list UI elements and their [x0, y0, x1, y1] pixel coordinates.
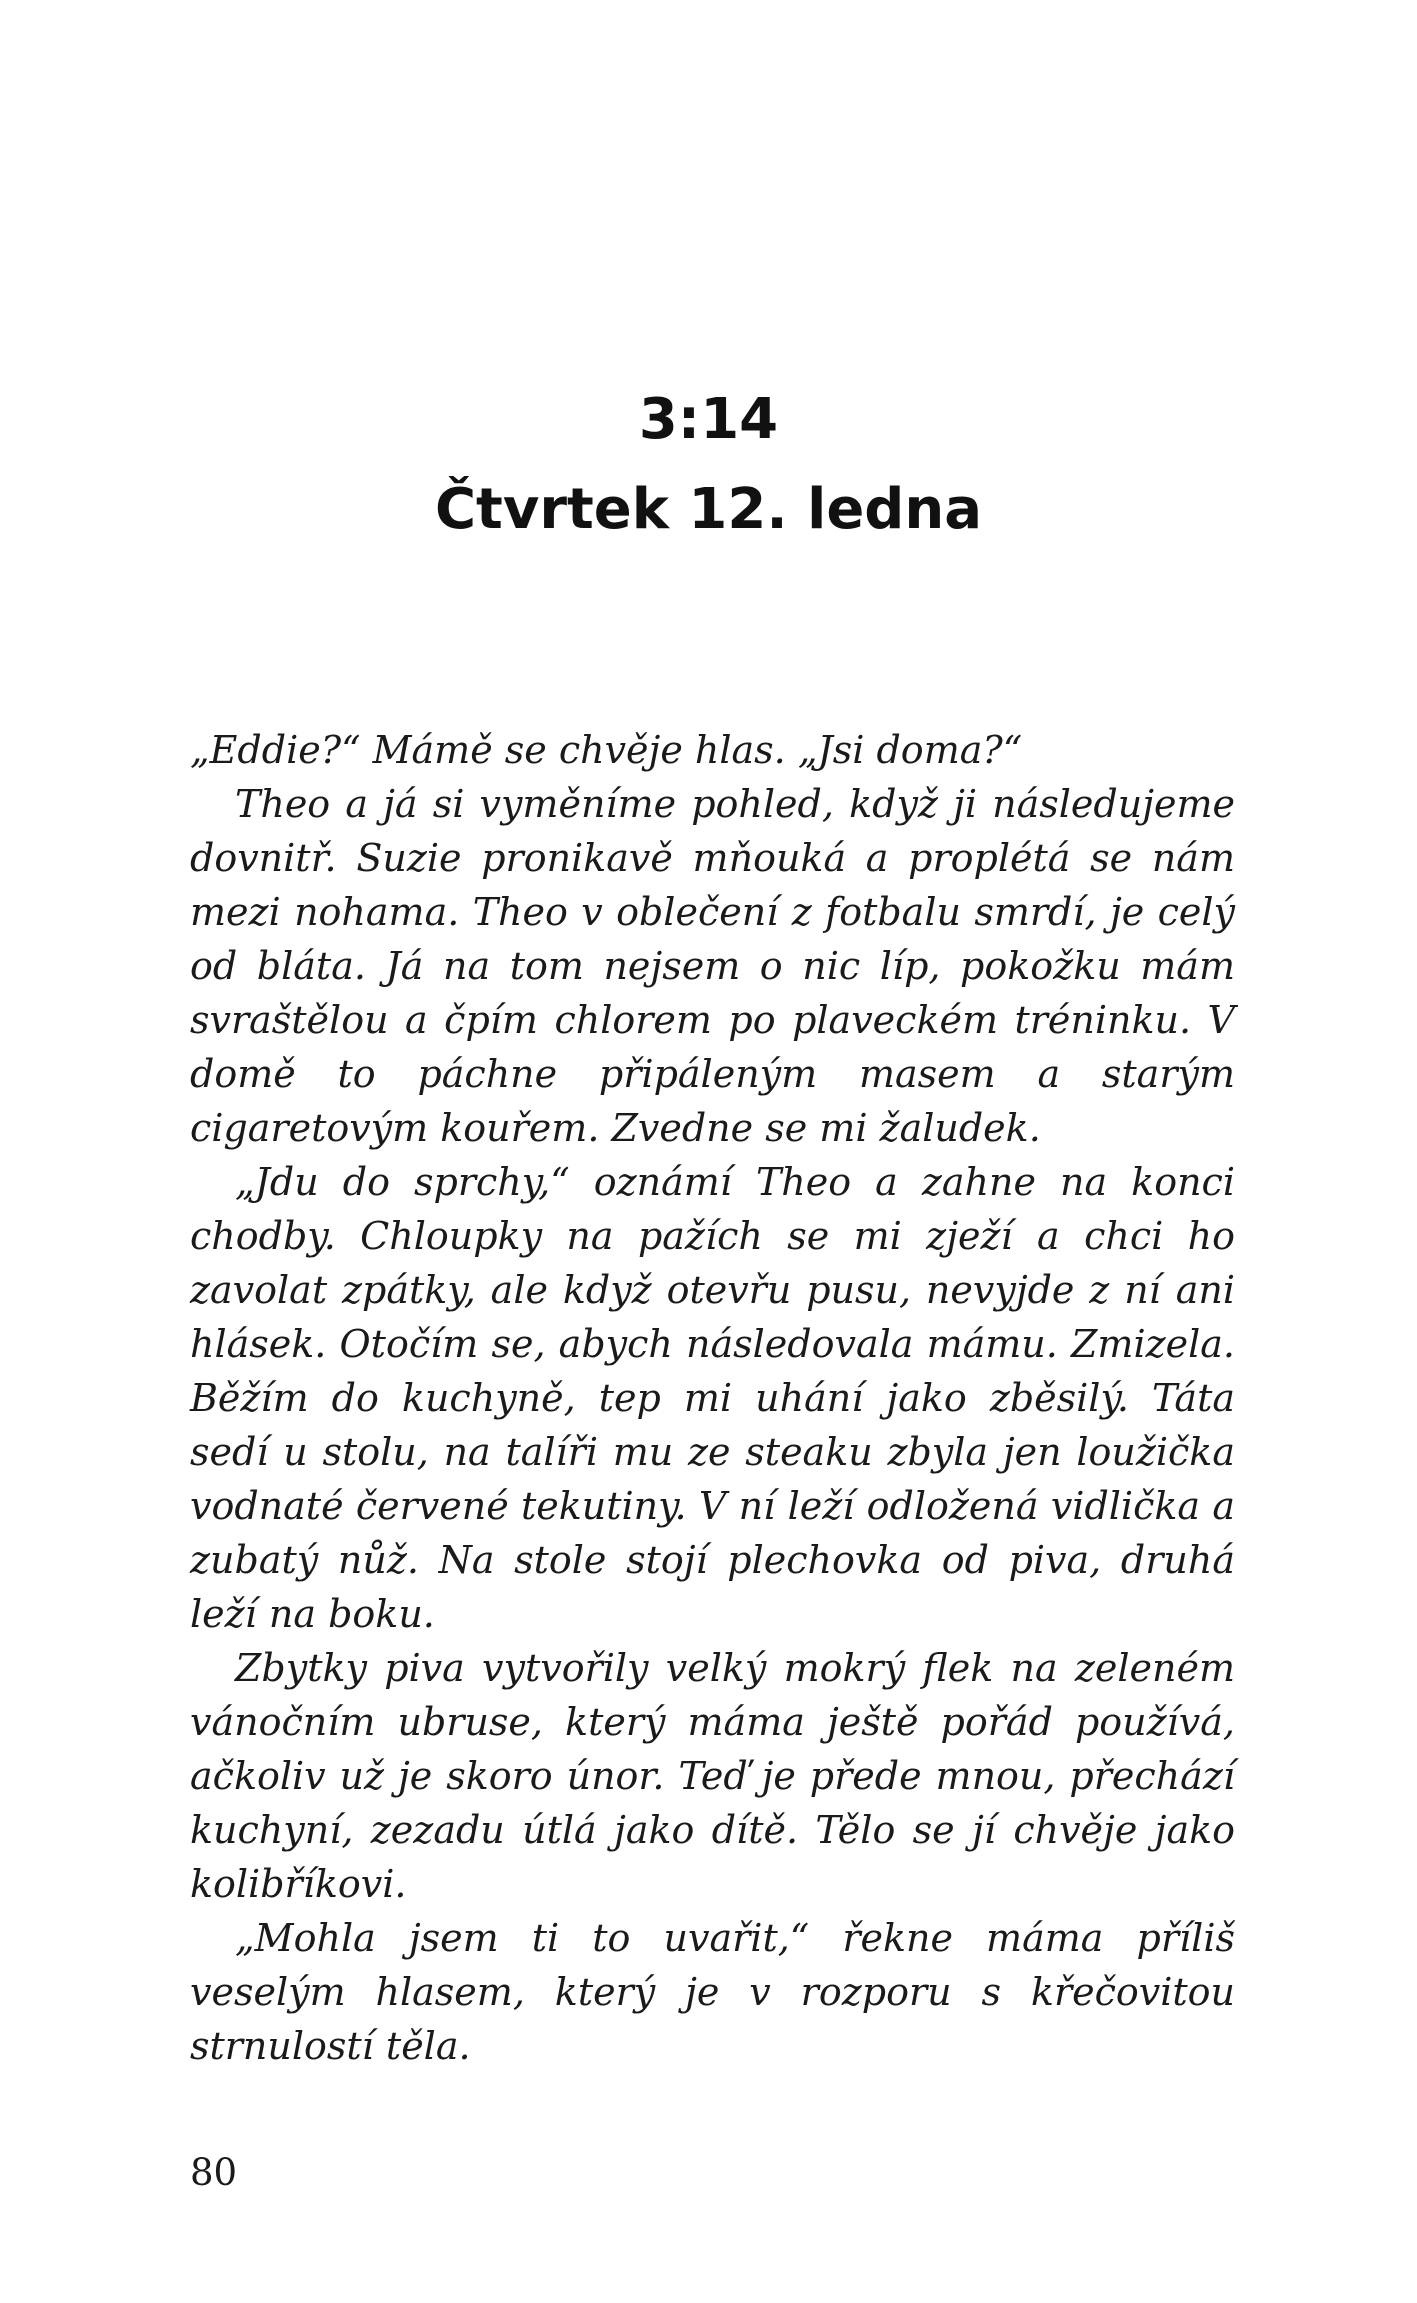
- paragraph: Zbytky piva vytvořily velký mokrý flek na zeleném vánočním ubruse, který máma ještě pořád používá, ačkoliv už je skoro únor. Teď je přede mnou, přechází kuchyní, zezadu útlá jako dítě. Tělo se jí chvěje jako kolibříkovi.: [190, 1646, 1235, 1906]
- chapter-date-heading: Čtvrtek 12. ledna: [434, 477, 983, 542]
- chapter-time-heading: 3:14: [638, 387, 779, 452]
- paragraph: „Mohla jsem ti to uvařit,“ řekne máma příliš veselým hlasem, který je v rozporu s křečovitou strnulostí těla.: [190, 1916, 1235, 2068]
- paragraph: „Eddie?“ Mámě se chvěje hlas. „Jsi doma?“: [190, 728, 1023, 772]
- chapter-body: [190, 723, 1235, 2073]
- paragraph: „Jdu do sprchy,“ oznámí Theo a zahne na konci chodby. Chloupky na pažích se mi zježí a chci ho zavolat zpátky, ale když otevřu pusu, nevyjde z ní ani hlásek. Otočím se, abych následovala mámu. Zmizela. Běžím do kuchyně, tep mi uhání jako zběsilý. Táta sedí u stolu, na talíři mu ze steaku zbyla jen loužička vodnaté červené tekutiny. V ní leží odložená vidlička a zubatý nůž. Na stole stojí plechovka od piva, druhá leží na boku.: [190, 1160, 1235, 1636]
- paragraph: Theo a já si vyměníme pohled, když ji následujeme dovnitř. Suzie pronikavě mňouká a proplétá se nám mezi nohama. Theo v oblečení z fotbalu smrdí, je celý od bláta. Já na tom nejsem o nic líp, pokožku mám svraštělou a čpím chlorem po plaveckém tréninku. V domě to páchne připáleným masem a starým cigaretovým kouřem. Zvedne se mi žaludek.: [190, 782, 1235, 1150]
- page-number: 80: [190, 2151, 238, 2194]
